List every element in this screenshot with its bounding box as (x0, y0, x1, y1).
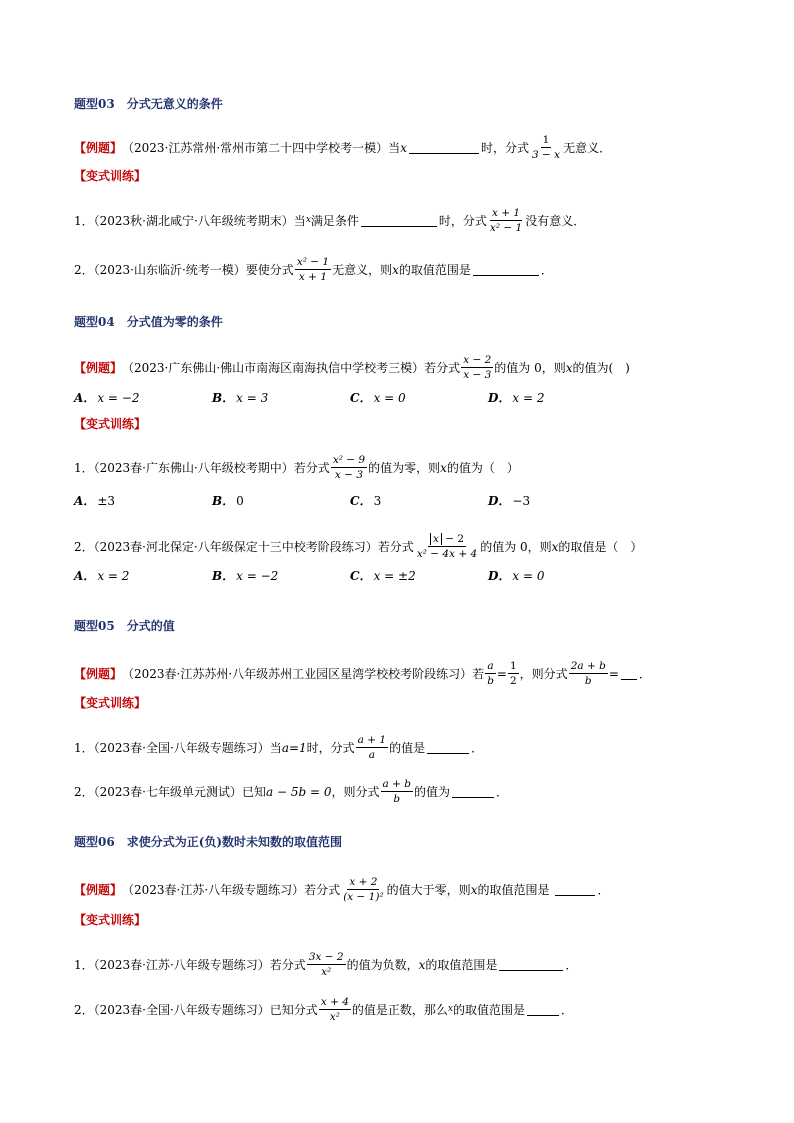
s06-question-1 (74, 951, 577, 978)
example-text: 时，分式 (480, 140, 529, 155)
numerator: a + b (381, 778, 413, 792)
s04-variant-label (74, 418, 146, 430)
option-text: 0 (236, 494, 244, 508)
numerator: a + 1 (356, 734, 388, 748)
denominator: b (584, 675, 592, 688)
question-text: 的取值范围是 (425, 957, 498, 972)
option-label: C． (350, 494, 372, 508)
var-x: x (440, 460, 447, 475)
example-tag: 【例题】 (74, 882, 123, 897)
option-text: x = 0 (512, 569, 545, 583)
example-text: （2023春·江苏苏州·八年级苏州工业园区星湾学校校考阶段练习）若 (122, 666, 485, 681)
fraction (530, 134, 562, 161)
fraction (488, 207, 524, 234)
s04-q2-options (74, 567, 626, 584)
fraction (569, 660, 608, 687)
equals: = (608, 666, 619, 681)
answer-blank[interactable] (621, 668, 637, 680)
denominator: x² − 1 (489, 222, 523, 235)
s06-question-2 (74, 996, 573, 1023)
option-a[interactable] (74, 567, 212, 584)
fraction (341, 876, 385, 903)
question-text: ． (495, 784, 508, 799)
answer-blank[interactable] (452, 786, 494, 798)
question-text: 2．（2023·山东临沂·统考一模）要使分式 (74, 262, 294, 277)
denominator: 3 − x (531, 149, 561, 162)
section-03-heading (74, 98, 223, 110)
question-text: 的值为零，则 (368, 460, 441, 475)
numerator: x + 1 (490, 207, 522, 221)
question-text: 的值是 (389, 740, 426, 755)
option-d[interactable] (488, 567, 626, 584)
example-text: （2023春·江苏·八年级专题练习）若分式 (122, 882, 341, 897)
example-text: ，则分式 (519, 666, 568, 681)
option-c[interactable] (350, 567, 488, 584)
question-text: 的取值范围是 (452, 1002, 525, 1017)
denominator: x + 1 (298, 271, 327, 284)
option-a[interactable] (74, 389, 212, 406)
section-06-heading (74, 836, 342, 848)
question-text: 没有意义． (525, 213, 586, 228)
example-tag: 【例题】 (74, 360, 123, 375)
option-label: D． (488, 494, 511, 508)
denominator: (x − 1)² (343, 891, 384, 904)
example-text: 的取值范围是 (477, 882, 550, 897)
question-text: 满足条件 (310, 213, 359, 228)
option-b[interactable] (212, 389, 350, 406)
answer-blank[interactable] (361, 215, 437, 227)
example-text: 的值为 0，则 (494, 360, 566, 375)
s04-q1-options (74, 492, 626, 509)
example-text: ． (638, 666, 651, 681)
fraction (461, 354, 493, 381)
option-label: C． (350, 569, 372, 583)
fraction (381, 778, 413, 805)
question-text: 的值为负数， (346, 957, 419, 972)
question-text: ． (561, 1002, 574, 1017)
answer-blank[interactable] (409, 142, 479, 154)
var-x: x (305, 215, 311, 226)
denominator: x − 3 (334, 469, 363, 482)
example-text: （2023·广东佛山·佛山市南海区南海执信中学校考三模）若分式 (122, 360, 461, 375)
fraction (415, 533, 479, 560)
s04-example (74, 354, 630, 381)
numerator: x² − 9 (331, 454, 367, 468)
denominator: b (487, 675, 494, 688)
answer-blank[interactable] (555, 884, 595, 896)
option-label: D． (488, 391, 511, 405)
variant-training-label: 【变式训练】 (74, 169, 147, 183)
option-text: x = 3 (236, 391, 269, 405)
fraction (319, 996, 351, 1023)
example-text: ． (597, 882, 610, 897)
option-a[interactable] (74, 492, 212, 509)
option-text: x = 0 (373, 391, 406, 405)
var-x: x (400, 140, 407, 155)
numerator (428, 533, 466, 547)
numerator: 1 (508, 660, 519, 674)
option-d[interactable] (488, 389, 626, 406)
section-05-heading (74, 620, 175, 632)
answer-blank[interactable] (427, 742, 469, 754)
option-label: A． (74, 569, 96, 583)
s03-example (74, 134, 611, 161)
fraction (331, 454, 367, 481)
fraction (307, 951, 346, 978)
denominator: 2 (509, 675, 517, 688)
example-text: （2023·江苏常州·常州市第二十四中学校考一模）当 (122, 140, 401, 155)
question-text: 2．（2023春·七年级单元测试）已知 (74, 784, 266, 799)
fraction (295, 256, 331, 283)
numerator: 3x − 2 (307, 951, 346, 965)
numerator: x² − 1 (295, 256, 331, 270)
var-x: x (565, 360, 573, 375)
option-label: B． (212, 494, 235, 508)
equals: = (496, 666, 507, 681)
var-x: x (447, 1004, 453, 1015)
answer-blank[interactable] (527, 1004, 559, 1016)
s03-variant-label (74, 170, 146, 182)
s04-question-2 (74, 533, 642, 560)
question-text: 1．（2023春·江苏·八年级专题练习）若分式 (74, 957, 306, 972)
question-text: 的值为 (413, 784, 450, 799)
s04-example-options (74, 389, 626, 406)
numerator: 1 (541, 134, 552, 148)
section-03-title: 题型03 分式无意义的条件 (74, 97, 223, 111)
option-label: A． (74, 391, 96, 405)
s05-question-2 (74, 778, 508, 805)
denominator: x² (321, 966, 332, 979)
numerator: x + 4 (319, 996, 351, 1010)
numerator: a (485, 660, 495, 674)
fraction (508, 660, 519, 687)
example-text: 的值为( ) (572, 360, 630, 375)
section-04-heading (74, 316, 223, 328)
option-text: 3 (373, 494, 382, 508)
question-text: 的值为 0，则 (480, 539, 552, 554)
fraction (485, 660, 496, 687)
denominator: x² (329, 1011, 340, 1024)
numerator: 2a + b (569, 660, 608, 674)
var-x: x (551, 539, 559, 554)
s04-question-1 (74, 454, 519, 481)
option-b[interactable] (212, 492, 350, 509)
condition: a − 5b = 0 (266, 784, 332, 799)
s06-variant-label (74, 914, 146, 926)
s05-variant-label (74, 697, 146, 709)
section-05-title: 题型05 分式的值 (74, 619, 175, 633)
option-text: x = −2 (236, 569, 279, 583)
option-c[interactable] (350, 389, 488, 406)
variant-training-label: 【变式训练】 (74, 913, 147, 927)
question-text: 的值为（ ） (446, 460, 519, 475)
denominator: x − 3 (463, 369, 492, 382)
question-text: 1．（2023春·全国·八年级专题练习）当 (74, 740, 282, 755)
denominator: b (393, 793, 401, 806)
question-text: 的取值是（ ） (558, 539, 643, 554)
question-text: 的取值范围是 (398, 262, 471, 277)
option-label: A． (74, 494, 96, 508)
s05-example (74, 660, 651, 687)
example-text: 无意义． (563, 140, 612, 155)
question-text: ． (565, 957, 578, 972)
option-text: x = ±2 (373, 569, 416, 583)
variant-training-label: 【变式训练】 (74, 417, 147, 431)
option-label: B． (212, 391, 235, 405)
section-04-title: 题型04 分式值为零的条件 (74, 315, 223, 329)
option-label: B． (212, 569, 235, 583)
option-text: ±3 (97, 494, 116, 508)
example-text: 的值大于零，则 (386, 882, 471, 897)
s06-example (74, 876, 610, 903)
question-text: 的值是正数，那么 (351, 1002, 448, 1017)
answer-blank[interactable] (473, 264, 539, 276)
fraction (356, 734, 388, 761)
question-text: 2．（2023春·全国·八年级专题练习）已知分式 (74, 1002, 318, 1017)
denominator: x² − 4x + 4 (416, 548, 478, 561)
option-d[interactable] (488, 492, 626, 509)
numerator: x − 2 (461, 354, 493, 368)
option-text: −3 (512, 494, 531, 508)
s05-question-1 (74, 734, 483, 761)
option-b[interactable] (212, 567, 350, 584)
question-text: 1．（2023春·广东佛山·八年级校考期中）若分式 (74, 460, 330, 475)
var-x: x (418, 957, 426, 972)
abs-value: x (430, 533, 442, 545)
question-text: 无意义，则 (332, 262, 393, 277)
option-c[interactable] (350, 492, 488, 509)
example-tag: 【例题】 (74, 140, 123, 155)
question-text: ． (540, 262, 553, 277)
variant-training-label: 【变式训练】 (74, 696, 147, 710)
question-text: ，则分式 (331, 784, 380, 799)
question-text: 时，分式 (306, 740, 355, 755)
option-text: x = 2 (97, 569, 130, 583)
s03-question-2 (74, 256, 553, 283)
question-text: ． (471, 740, 484, 755)
numerator: x + 2 (347, 876, 379, 890)
option-text: x = −2 (97, 391, 140, 405)
question-text: 2．（2023春·河北保定·八年级保定十三中校考阶段练习）若分式 (74, 539, 414, 554)
var-x: x (470, 882, 478, 897)
denominator: a (368, 749, 376, 762)
s03-question-1 (74, 207, 585, 234)
section-06-title: 题型06 求使分式为正(负)数时未知数的取值范围 (74, 835, 343, 849)
option-text: x = 2 (512, 391, 545, 405)
answer-blank[interactable] (499, 959, 563, 971)
question-text: 1．（2023秋·湖北咸宁·八年级统考期末）当 (74, 213, 306, 228)
numerator-rest: − 2 (445, 533, 465, 545)
option-label: D． (488, 569, 511, 583)
question-text: 时，分式 (438, 213, 487, 228)
example-tag: 【例题】 (74, 666, 123, 681)
option-label: C． (350, 391, 372, 405)
condition: a=1 (281, 740, 307, 755)
var-x: x (392, 262, 399, 277)
